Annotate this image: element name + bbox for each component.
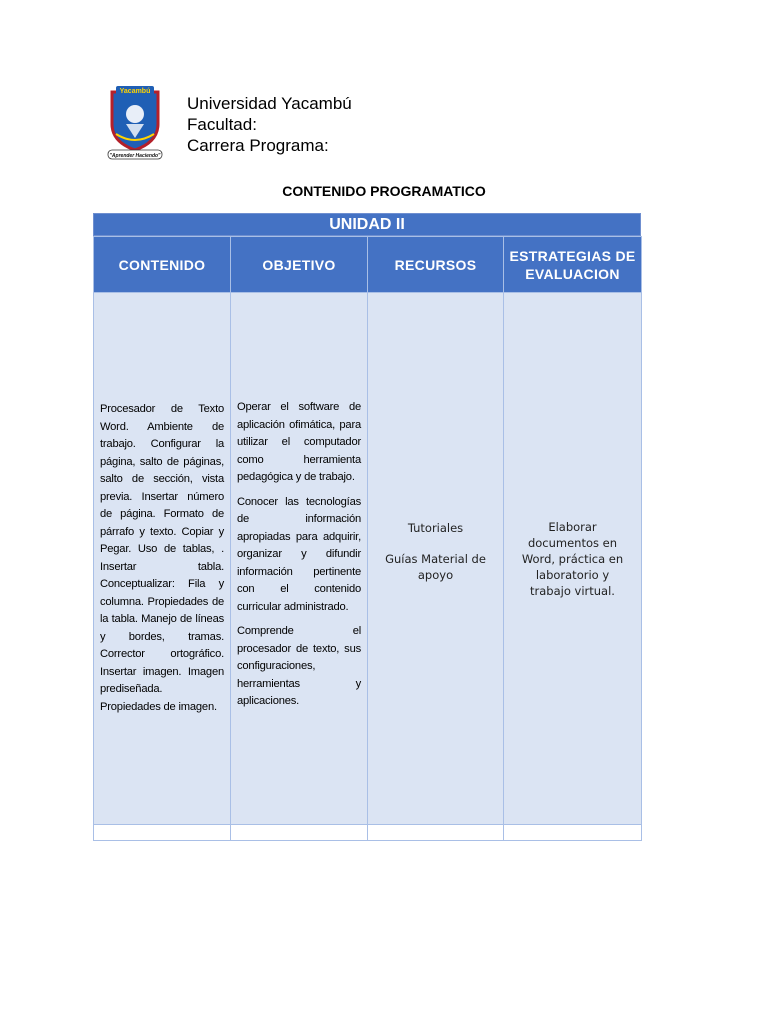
empty-cell <box>368 825 504 841</box>
header-block <box>187 93 352 156</box>
unit-header: UNIDAD II <box>93 213 641 236</box>
objetivo-item: Comprende el procesador de texto, sus configuraciones, herramientas y aplicaciones. <box>237 625 361 708</box>
svg-text:Yacambú: Yacambú <box>119 88 151 95</box>
table-empty-row <box>94 825 642 841</box>
contenido-cell <box>94 293 231 825</box>
empty-cell <box>94 825 231 841</box>
objetivo-item: Operar el software de aplicación ofimática, para utilizar el computador como herramienta pedagógica y de trabajo. <box>237 401 361 484</box>
recursos-cell <box>368 293 504 825</box>
header-objetivo: OBJETIVO <box>231 237 368 293</box>
header-contenido: CONTENIDO <box>94 237 231 293</box>
university-logo <box>106 84 164 162</box>
program-table <box>93 236 642 841</box>
table-header-row <box>94 237 642 293</box>
table-row <box>94 293 642 825</box>
document-title: CONTENIDO PROGRAMATICO <box>282 183 486 199</box>
evaluacion-text: Elaborar documentos en Word, práctica en laboratorio y trabajo virtual. <box>521 519 624 598</box>
objetivo-cell <box>231 293 368 825</box>
contenido-text: Procesador de Texto Word. Ambiente de trabajo. Configurar la página, salto de páginas, salto de sección, vista previa. Insertar número de página. Formato de párrafo y texto. Copiar y Pegar. Uso de tablas, . Insertar tabla. Conceptualizar: Fila y columna. Propiedades de la tabla. Manejo de líneas y bordes, tramas. Corrector ortográfico. Insertar imagen. Imagen prediseñada. Propiedades de imagen. <box>100 403 224 713</box>
recurso-item: Guías Material de apoyo <box>385 551 486 582</box>
empty-cell <box>231 825 368 841</box>
faculty-label: Facultad: <box>187 115 257 134</box>
header-recursos: RECURSOS <box>368 237 504 293</box>
empty-cell <box>504 825 642 841</box>
evaluacion-cell <box>504 293 642 825</box>
program-label: Carrera Programa: <box>187 136 329 155</box>
university-name: Universidad Yacambú <box>187 94 352 113</box>
recurso-item: Tutoriales <box>407 520 464 535</box>
header-estrategias: ESTRATEGIAS DE EVALUACION <box>504 237 642 293</box>
svg-text:"Aprender Haciendo": "Aprender Haciendo" <box>109 153 161 159</box>
objetivo-item: Conocer las tecnologías de información apropiadas para adquirir, organizar y difundir información pertinente con el contenido curricular administrado. <box>237 495 361 613</box>
